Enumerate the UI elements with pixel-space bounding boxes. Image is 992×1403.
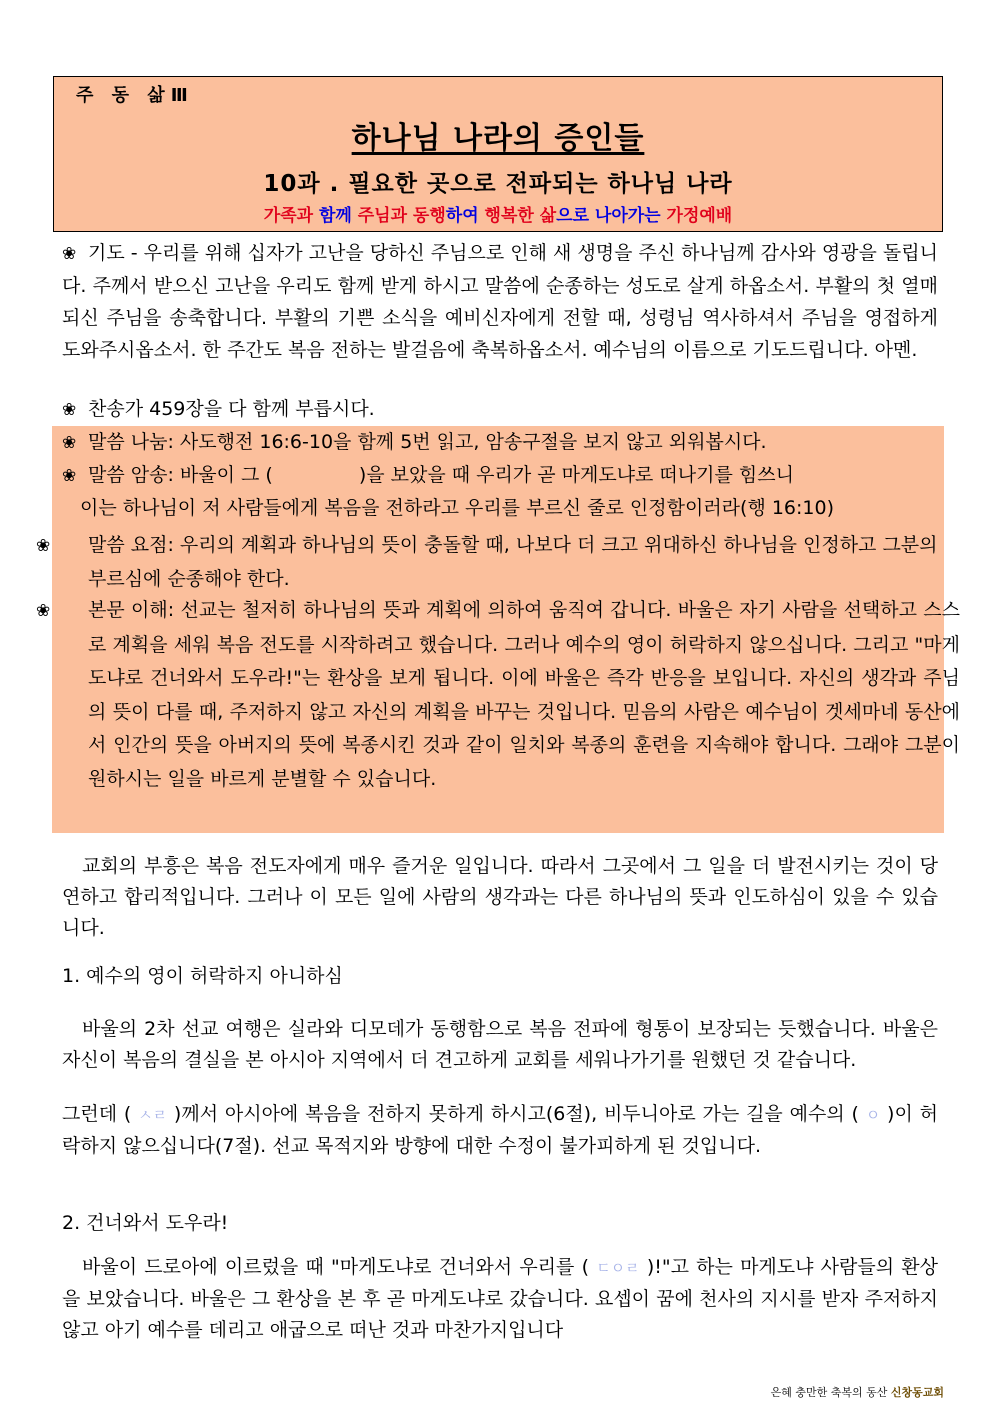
section-1-paragraph-2: [62, 1099, 938, 1162]
hymn-text: 찬송가 459장을 다 함께 부릅시다.: [88, 398, 375, 420]
footer-church-name: 신창동교회: [890, 1386, 944, 1399]
explanation-item: [36, 594, 960, 796]
flower-bullet-icon: ❀: [36, 536, 51, 556]
footer: [771, 1384, 944, 1400]
motto-part: 하여: [445, 206, 485, 226]
fill-text: )이 허락하지 않으십니다(7절). 선교 목적지와 방향에 대한 수정이 불가피하게 된 것입니다.: [62, 1103, 938, 1157]
fill-text: )!"고 하는 마게도냐 사람들의 환상을 보았습니다. 바울은 그 환상을 본 후 곧 마게도냐로 갔습니다. 요셉이 꿈에 천사의 지시를 받자 주저하지 않고 아기 예수를 데리고 애굽으로 떠난 것과 마찬가지입니다: [62, 1256, 938, 1341]
reading-item: [62, 426, 932, 460]
motto-part: 주님과 동행: [357, 206, 446, 226]
section-2-paragraph-1: [62, 1252, 938, 1346]
flower-bullet-icon: ❀: [62, 466, 77, 486]
section-1-paragraph-1: 바울의 2차 선교 여행은 실라와 디모데가 동행함으로 복음 전파에 형통이 보장되는 듯했습니다. 바울은 자신이 복음의 결실을 본 아시아 지역에서 더 견고하게 교회를 세워나가기를 원했던 것 같습니다.: [62, 1018, 938, 1071]
fill-blank-hint[interactable]: ㅅㄹ: [138, 1106, 168, 1124]
footer-slogan: 은혜 충만한 축복의 동산: [770, 1386, 891, 1399]
prayer-text: 기도 - 우리를 위해 십자가 고난을 당하신 주님으로 인해 새 생명을 주신 하나님께 감사와 영광을 돌립니다. 주께서 받으신 고난을 우리도 함께 받게 하시고 말씀에 순종하는 성도로 살게 하옵소서. 부활의 첫 열매 되신 주님을 송축합니다. 부활의 기쁜 소식을 예비신자에게 전할 때, 성령님 역사하셔서 주님을 영접하게 도와주시옵소서. 한 주간도 복음 전하는 발걸음에 축복하옵소서. 예수님의 이름으로 기도드립니다. 아멘.: [62, 242, 938, 361]
flower-bullet-icon: ❀: [36, 601, 51, 621]
header-box: [53, 76, 943, 232]
hymn-line: [62, 393, 938, 426]
motto-part: 행복한 삶: [484, 206, 557, 226]
fill-blank-hint[interactable]: ㅇ: [865, 1106, 881, 1124]
flower-bullet-icon: ❀: [62, 244, 77, 264]
section-1-title: 1. 예수의 영이 허락하지 아니하심: [62, 965, 343, 987]
main-title: 하나님 나라의 증인들: [351, 121, 645, 156]
memory-verse-line: 이는 하나님이 저 사람들에게 복음을 전하라고 우리를 부르신 줄로 인정함이러라(행 16:10): [80, 497, 835, 519]
fill-blank-hint[interactable]: ㄷㅇㄹ: [596, 1259, 640, 1277]
prayer-paragraph: [62, 237, 938, 366]
fill-text: 바울이 드로아에 이르렀을 때 "마게도냐로 건너와서 우리를 (: [82, 1256, 597, 1278]
motto: [54, 201, 942, 226]
fill-text: 그런데 (: [62, 1103, 139, 1125]
motto-part: 함께: [318, 206, 358, 226]
summary-text: 말씀 요점: 우리의 계획과 하나님의 뜻이 충돌할 때, 나보다 더 크고 위대하신 하나님을 인정하고 그분의 부르심에 순종해야 한다.: [88, 534, 938, 590]
flower-bullet-icon: ❀: [62, 433, 77, 453]
motto-part: 가족과: [263, 206, 319, 226]
series-label: 주 동 삶Ⅲ: [76, 85, 194, 106]
explanation-text: 본문 이해: 선교는 철저히 하나님의 뜻과 계획에 의하여 움직여 갑니다. 바울은 자기 사람을 선택하고 스스로 계획을 세워 복음 전도를 시작하려고 했습니다. 그러나 예수의 영이 허락하지 않으십니다. 그리고 "마게도냐로 건너와서 도우라!"는 환상을 보게 됩니다. 이에 바울은 즉각 반응을 보입니다. 자신의 생각과 주님의 뜻이 다를 때, 주저하지 않고 자신의 계획을 바꾸는 것입니다. 믿음의 사람은 예수님이 겟세마네 동산에서 인간의 뜻을 아버지의 뜻에 복종시킨 것과 같이 일치와 복종의 훈련을 지속해야 합니다. 그래야 그분이 원하시는 일을 바르게 분별할 수 있습니다.: [88, 599, 960, 790]
motto-part: 가정예배: [666, 206, 733, 226]
flower-bullet-icon: ❀: [62, 400, 77, 420]
motto-part: 으로 나아가는: [556, 206, 667, 226]
memory-text-a: 말씀 암송: 바울이 그 (: [88, 464, 273, 486]
memory-item: [62, 459, 932, 493]
lesson-title: 10과 . 필요한 곳으로 전파되는 하나님 나라: [263, 171, 733, 197]
section-2-title: 2. 건너와서 도우라!: [62, 1212, 229, 1234]
study-box: [36, 426, 960, 833]
reading-text: 말씀 나눔: 사도행전 16:6-10을 함께 5번 읽고, 암송구절을 보지 않고 외워봅시다.: [88, 431, 767, 453]
fill-text: )께서 아시아에 복음을 전하지 못하게 하시고(6절), 비두니아로 가는 길을 예수의 (: [167, 1103, 866, 1125]
memory-text-b: )을 보았을 때 우리가 곧 마게도냐로 떠나기를 힘쓰니: [358, 464, 794, 486]
summary-item: [36, 529, 948, 596]
intro-paragraph: 교회의 부흥은 복음 전도자에게 매우 즐거운 일입니다. 따라서 그곳에서 그 일을 더 발전시키는 것이 당연하고 합리적입니다. 그러나 이 모든 일에 사람의 생각과는 다른 하나님의 뜻과 인도하심이 있을 수 있습니다.: [62, 855, 938, 939]
